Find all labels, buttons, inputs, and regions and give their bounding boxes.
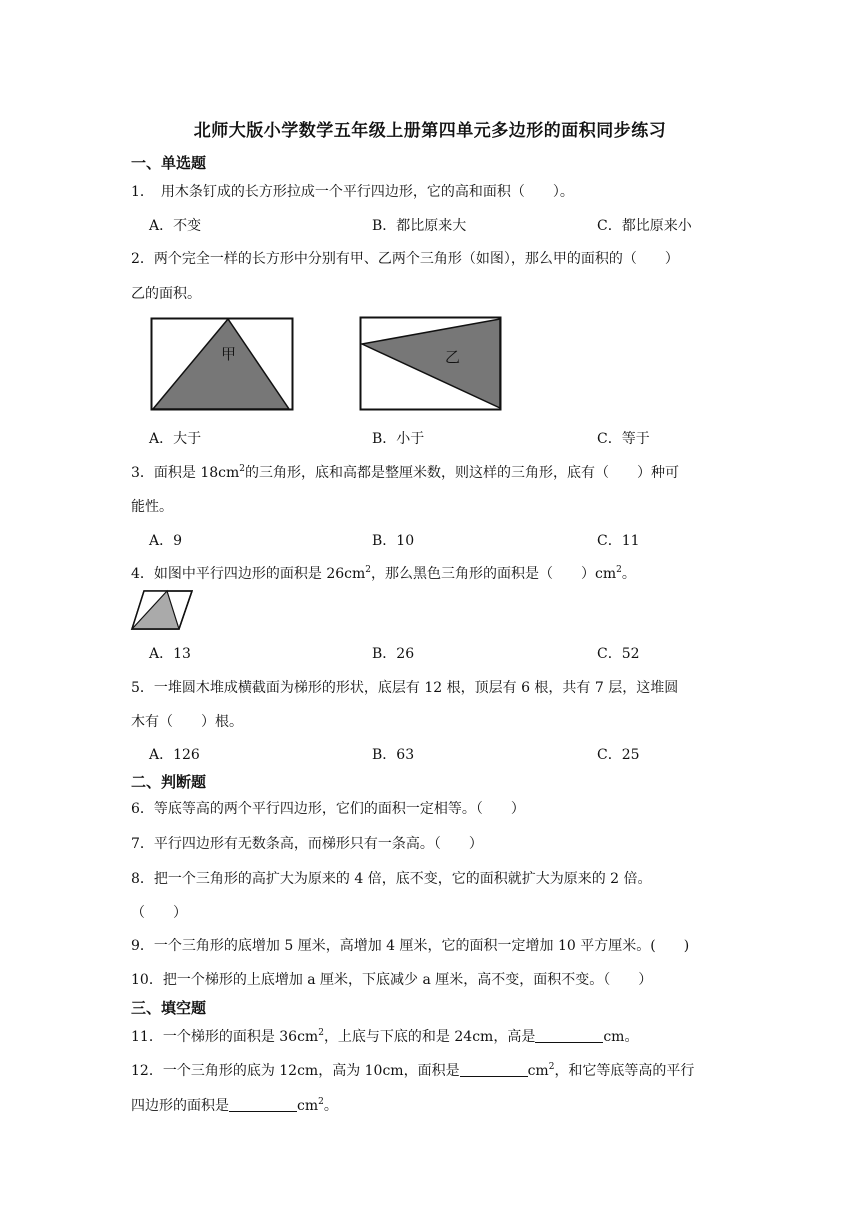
q5-option-b: B．63 (372, 747, 415, 763)
q3-option-c: C．11 (597, 533, 640, 549)
q4-option-c: C．52 (597, 646, 640, 662)
section-fill-in: 三、填空题 (131, 999, 207, 1017)
q2-option-b: B．小于 (372, 431, 425, 447)
question-8-line-2: （ ） (131, 905, 187, 921)
answer-blank[interactable] (460, 1062, 528, 1077)
question-10: 10．把一个梯形的上底增加 a 厘米，下底减少 a 厘米，高不变，面积不变。（ ） (131, 972, 653, 988)
answer-blank[interactable] (535, 1028, 603, 1043)
question-12-line-2: 四边形的面积是 $cm^2$。 (131, 1097, 338, 1114)
question-8-line-1: 8．把一个三角形的高扩大为原来的 4 倍，底不变，它的面积就扩大为原来的 2 倍。 (131, 871, 652, 887)
q2-option-c: C．等于 (597, 431, 650, 447)
question-1: 1． 用木条钉成的长方形拉成一个平行四边形，它的高和面积（ ）。 (131, 184, 574, 200)
q2-option-a: A．大于 (149, 431, 202, 447)
q4-option-a: A．13 (149, 646, 191, 662)
q1-option-c: C．都比原来小 (597, 218, 692, 234)
question-2-line-1: 2．两个完全一样的长方形中分别有甲、乙两个三角形（如图），那么甲的面积的（ ） (131, 251, 679, 267)
question-5-line-2: 木有（ ）根。 (131, 714, 243, 730)
q1-option-a: A．不变 (149, 218, 202, 234)
figure-triangle-jia (150, 317, 294, 411)
question-3-line-1: 3．面积是 $18cm^2$的三角形，底和高都是整厘米数，则这样的三角形，底有（ ）种可 (131, 464, 680, 481)
figure-triangle-yi (359, 316, 503, 411)
question-6: 6．等底等高的两个平行四边形，它们的面积一定相等。（ ） (131, 801, 525, 817)
question-11: 11．一个梯形的面积是 $36cm^2$，上底与下底的和是 24cm，高是 cm。 (131, 1028, 639, 1045)
q3-option-a: A．9 (149, 533, 183, 549)
question-2-line-2: 乙的面积。 (131, 286, 201, 302)
q5-option-a: A．126 (149, 747, 200, 763)
q5-option-c: C．25 (597, 747, 640, 763)
label-jia: 甲 (221, 345, 237, 363)
question-5-line-1: 5．一堆圆木堆成横截面为梯形的形状，底层有 12 根，顶层有 6 根，共有 7 层，这堆圆 (131, 680, 679, 696)
page-title: 北师大版小学数学五年级上册第四单元多边形的面积同步练习 (193, 121, 667, 141)
q3-option-b: B．10 (372, 533, 415, 549)
q4-option-b: B．26 (372, 646, 415, 662)
question-9: 9．一个三角形的底增加 5 厘米，高增加 4 厘米，它的面积一定增加 10 平方厘米。( ) (131, 938, 690, 954)
question-12-line-1: 12．一个三角形的底为 12cm，高为 10cm，面积是 $cm^2$，和它等底等高的平行 (131, 1062, 695, 1079)
q1-option-b: B．都比原来大 (372, 218, 467, 234)
figure-parallelogram (130, 589, 194, 631)
section-single-choice: 一、单选题 (131, 154, 207, 172)
question-4: 4．如图中平行四边形的面积是 $26cm^2$，那么黑色三角形的面积是（ ）$cm^2$。 (131, 565, 636, 582)
question-3-line-2: 能性。 (131, 499, 173, 515)
answer-blank[interactable] (229, 1097, 297, 1112)
label-yi: 乙 (445, 348, 461, 366)
question-7: 7．平行四边形有无数条高，而梯形只有一条高。（ ） (131, 836, 483, 852)
section-true-false: 二、判断题 (131, 773, 207, 791)
